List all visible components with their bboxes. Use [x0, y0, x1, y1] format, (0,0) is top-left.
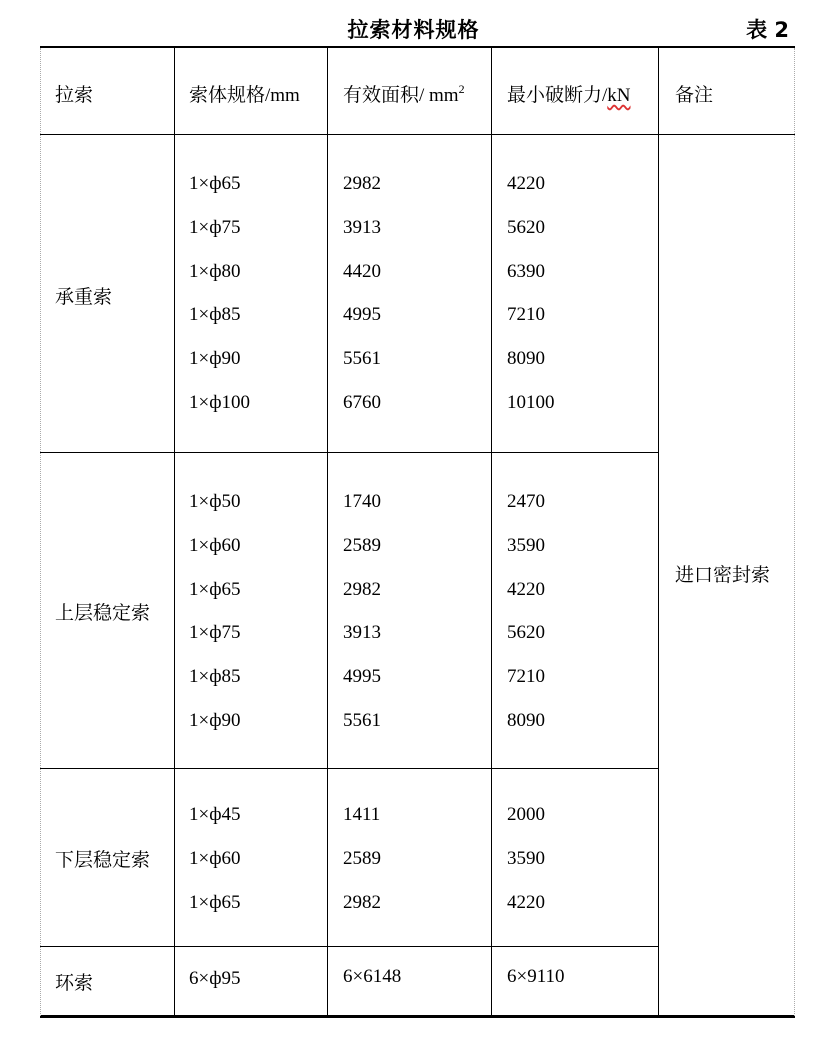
- force-cell: 2470: [507, 491, 545, 512]
- spec-cell: 1×ф45: [189, 804, 241, 825]
- header-force: [507, 80, 631, 107]
- group-2-forces: [507, 480, 545, 743]
- header-area-text: 有效面积/ mm: [343, 85, 459, 106]
- area-cell: 4995: [343, 666, 381, 688]
- area-cell: 6×6148: [343, 966, 402, 987]
- group-1-areas: [343, 162, 381, 425]
- force-cell: 7210: [507, 666, 545, 688]
- header-area: [343, 80, 465, 107]
- area-cell: 2589: [343, 534, 381, 556]
- col-divider-1: [174, 48, 175, 1016]
- spec-cell: 1×ф75: [189, 622, 241, 644]
- area-cell: 2982: [343, 578, 381, 600]
- force-cell: 5620: [507, 622, 545, 644]
- spec-cell: 1×ф85: [189, 666, 241, 688]
- spec-cell: 1×ф65: [189, 173, 241, 194]
- spec-cell: 1×ф60: [189, 847, 241, 869]
- right-edge: [794, 48, 795, 1016]
- spec-cell: 6×ф95: [189, 968, 241, 989]
- force-cell: 4220: [507, 578, 545, 600]
- area-cell: 4995: [343, 304, 381, 326]
- col-divider-3: [491, 48, 492, 1016]
- force-cell: 2000: [507, 804, 545, 825]
- area-cell: 3913: [343, 216, 381, 238]
- group-1-specs: [189, 162, 250, 425]
- area-cell: 6760: [343, 391, 381, 413]
- spec-cell: 1×ф85: [189, 304, 241, 326]
- header-spec: 索体规格/mm: [189, 85, 300, 106]
- force-cell: 4220: [507, 173, 545, 194]
- table-number: 表 2: [746, 18, 789, 42]
- force-cell: 3590: [507, 847, 545, 869]
- header-area-superscript: 2: [458, 82, 465, 96]
- remark-cell: 进口密封索: [675, 565, 771, 586]
- group-name-upper-stabilizing: 上层稳定索: [55, 603, 151, 624]
- header-remark: 备注: [675, 85, 714, 106]
- left-edge: [40, 48, 41, 1016]
- force-cell: 8090: [507, 709, 545, 731]
- table-title: 拉索材料规格: [347, 18, 480, 42]
- group-3-forces: [507, 793, 545, 924]
- group-2-specs: [189, 480, 241, 743]
- area-cell: 5561: [343, 348, 381, 370]
- group-3-areas: [343, 793, 381, 924]
- force-cell: 6390: [507, 260, 545, 282]
- header-force-text: 最小破断力/: [507, 85, 608, 106]
- area-cell: 1411: [343, 804, 381, 825]
- bottom-rule: [40, 1015, 795, 1018]
- force-cell: 8090: [507, 348, 545, 370]
- group-name-lower-stabilizing: 下层稳定索: [55, 850, 151, 871]
- area-cell: 1740: [343, 491, 381, 512]
- area-cell: 4420: [343, 260, 381, 282]
- force-cell: 10100: [507, 391, 555, 413]
- header-cable: 拉索: [55, 85, 94, 106]
- force-cell: 4220: [507, 891, 545, 913]
- spec-cell: 1×ф65: [189, 891, 241, 913]
- force-cell: 6×9110: [507, 966, 565, 987]
- top-rule: [40, 46, 795, 48]
- col-divider-2: [327, 48, 328, 1016]
- area-cell: 2982: [343, 891, 381, 913]
- group-2-areas: [343, 480, 381, 743]
- spec-cell: 1×ф100: [189, 391, 251, 413]
- group-3-specs: [189, 793, 241, 924]
- spec-cell: 1×ф60: [189, 534, 241, 556]
- area-cell: 5561: [343, 709, 381, 731]
- header-force-unit: kN: [607, 85, 631, 106]
- area-cell: 2982: [343, 173, 381, 194]
- spec-cell: 1×ф50: [189, 491, 241, 512]
- row-divider-3: [40, 946, 659, 947]
- force-cell: 3590: [507, 534, 545, 556]
- spec-cell: 1×ф90: [189, 348, 241, 370]
- spec-cell: 1×ф90: [189, 709, 241, 731]
- header-divider: [40, 134, 795, 135]
- force-cell: 5620: [507, 216, 545, 238]
- row-divider-2: [40, 768, 659, 769]
- area-cell: 3913: [343, 622, 381, 644]
- col-divider-4: [658, 48, 659, 1016]
- force-cell: 7210: [507, 304, 545, 326]
- area-cell: 2589: [343, 847, 381, 869]
- group-name-load-bearing: 承重索: [55, 287, 113, 308]
- row-divider-1: [40, 452, 659, 453]
- spec-cell: 1×ф65: [189, 578, 241, 600]
- spec-cell: 1×ф75: [189, 216, 241, 238]
- group-1-forces: [507, 162, 555, 425]
- spec-cell: 1×ф80: [189, 260, 241, 282]
- group-name-ring-cable: 环索: [55, 973, 94, 994]
